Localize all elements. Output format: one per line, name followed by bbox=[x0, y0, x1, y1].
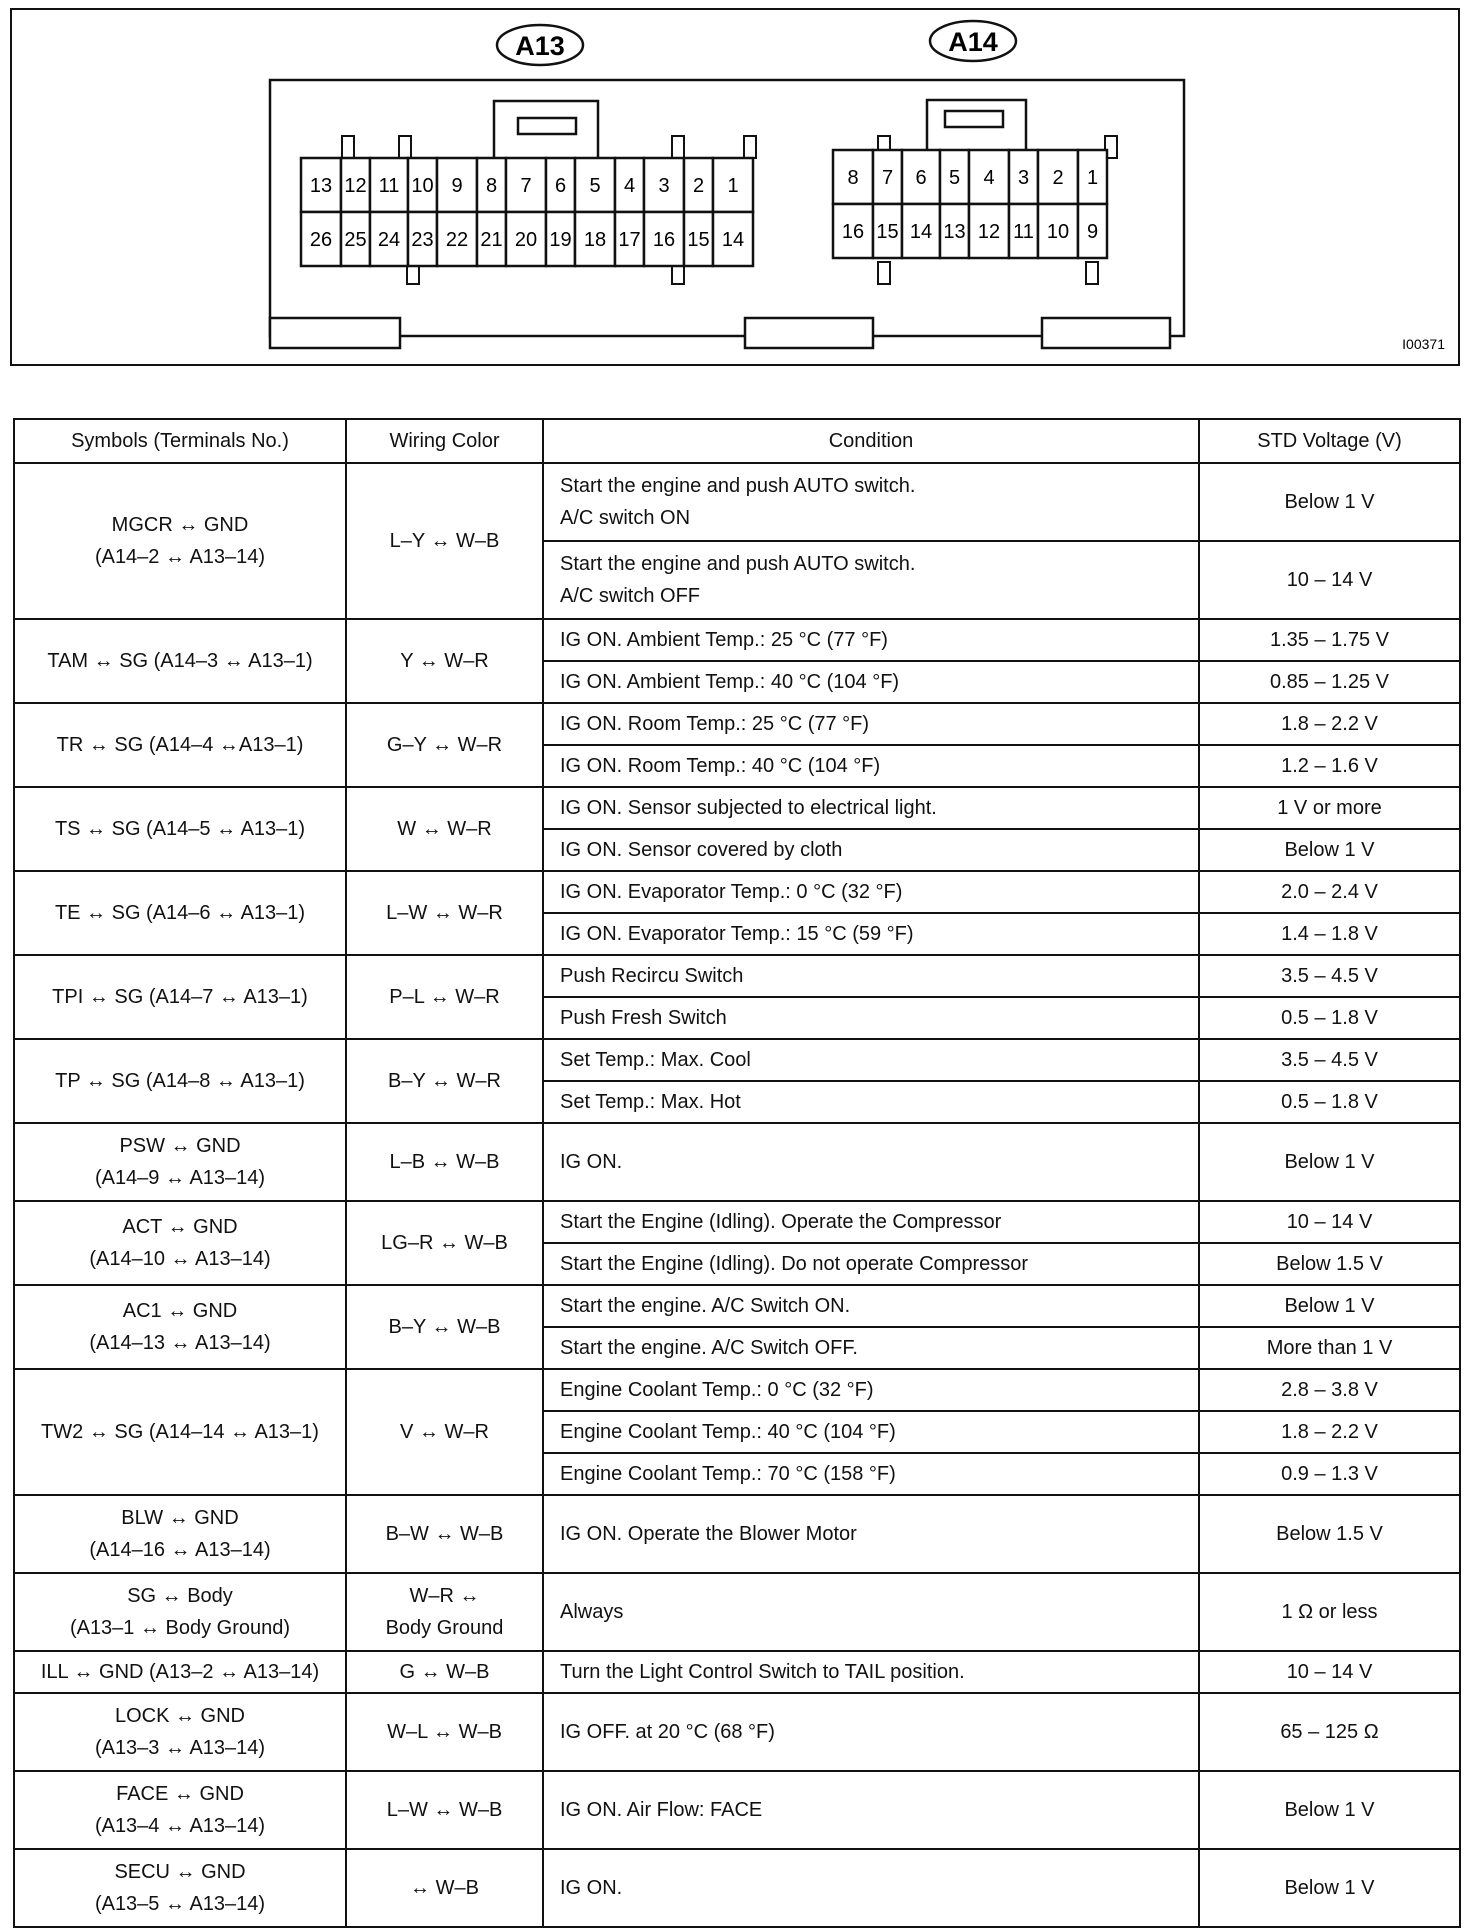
a14-key bbox=[878, 262, 890, 284]
cell-line: IG ON. bbox=[560, 1151, 623, 1173]
std-voltage-cell: Below 1 V bbox=[1199, 1771, 1460, 1849]
a14-pin-grid bbox=[833, 150, 1107, 258]
condition-cell bbox=[543, 829, 1199, 871]
cell-line: TW2 ↔ SG (A14–14 ↔ A13–1) bbox=[41, 1421, 319, 1443]
cell-line: Start the engine and push AUTO switch. bbox=[560, 553, 916, 575]
pin-number: 1 bbox=[1086, 167, 1099, 189]
cell-line: MGCR ↔ GND bbox=[111, 514, 249, 536]
housing-tab-left bbox=[270, 318, 400, 348]
pin-number: 21 bbox=[480, 229, 503, 251]
condition-cell bbox=[543, 997, 1199, 1039]
condition-cell bbox=[543, 661, 1199, 703]
cell-line: Set Temp.: Max. Cool bbox=[560, 1049, 751, 1071]
pin-number: 20 bbox=[514, 229, 538, 251]
cell-line: TR ↔ SG (A14–4 ↔A13–1) bbox=[56, 734, 304, 756]
cell-line: Start the Engine (Idling). Operate the Compressor bbox=[560, 1211, 1002, 1233]
pin-number: 15 bbox=[687, 229, 710, 251]
cell-line: V ↔ W–R bbox=[400, 1421, 489, 1443]
cell-line: Push Fresh Switch bbox=[560, 1007, 727, 1029]
wiring-color-cell bbox=[346, 619, 543, 703]
pin-number: 10 bbox=[411, 175, 434, 197]
pin-number: 25 bbox=[344, 229, 367, 251]
condition-cell bbox=[543, 703, 1199, 745]
cell-line: B–Y ↔ W–B bbox=[388, 1316, 501, 1338]
wiring-color-cell bbox=[346, 463, 543, 619]
condition-cell bbox=[543, 1081, 1199, 1123]
table-row bbox=[14, 1495, 1460, 1573]
table-body bbox=[14, 463, 1460, 1927]
table-row bbox=[14, 1771, 1460, 1849]
wiring-color-cell bbox=[346, 871, 543, 955]
pin-number: 11 bbox=[378, 175, 400, 197]
cell-line: A/C switch OFF bbox=[560, 585, 701, 607]
a14-label bbox=[930, 21, 1016, 61]
pin-number: 14 bbox=[909, 221, 933, 243]
cell-line: IG ON. Room Temp.: 40 °C (104 °F) bbox=[560, 755, 881, 777]
pin-number: 7 bbox=[520, 175, 532, 197]
cell-line: IG ON. Operate the Blower Motor bbox=[560, 1523, 857, 1545]
table-row bbox=[14, 1285, 1460, 1327]
condition-cell bbox=[543, 745, 1199, 787]
symbol-cell bbox=[14, 1285, 346, 1369]
symbol-cell bbox=[14, 619, 346, 703]
condition-cell bbox=[543, 463, 1199, 541]
cell-line: TS ↔ SG (A14–5 ↔ A13–1) bbox=[54, 818, 306, 840]
pin-number: 7 bbox=[881, 167, 894, 189]
condition-cell bbox=[543, 1243, 1199, 1285]
std-voltage-cell: Below 1 V bbox=[1199, 1123, 1460, 1201]
cell-line: IG ON. Ambient Temp.: 40 °C (104 °F) bbox=[560, 671, 900, 693]
cell-line: TPI ↔ SG (A14–7 ↔ A13–1) bbox=[52, 986, 308, 1008]
cell-line: ↔ W–B bbox=[410, 1877, 479, 1899]
std-voltage-cell: Below 1 V bbox=[1199, 829, 1460, 871]
cell-line: G ↔ W–B bbox=[399, 1661, 490, 1683]
condition-cell bbox=[543, 541, 1199, 619]
cell-line: Engine Coolant Temp.: 40 °C (104 °F) bbox=[560, 1421, 896, 1443]
cell-line: (A13–5 ↔ A13–14) bbox=[94, 1893, 266, 1915]
cell-line: SG ↔ Body bbox=[127, 1585, 233, 1607]
cell-line: Push Recircu Switch bbox=[560, 965, 744, 987]
std-voltage-cell: Below 1.5 V bbox=[1199, 1495, 1460, 1573]
cell-line: (A14–2 ↔ A13–14) bbox=[94, 546, 266, 568]
cell-line: ILL ↔ GND (A13–2 ↔ A13–14) bbox=[40, 1661, 320, 1683]
symbol-cell bbox=[14, 1693, 346, 1771]
housing-tab-right bbox=[1042, 318, 1170, 348]
std-voltage-cell: 3.5 – 4.5 V bbox=[1199, 955, 1460, 997]
cell-line: IG ON. bbox=[560, 1877, 623, 1899]
pin-number: 22 bbox=[445, 229, 469, 251]
symbol-cell bbox=[14, 1651, 346, 1693]
std-voltage-cell: 0.5 – 1.8 V bbox=[1199, 997, 1460, 1039]
std-voltage-cell: 1.2 – 1.6 V bbox=[1199, 745, 1460, 787]
pin-number: 5 bbox=[589, 175, 601, 197]
std-voltage-cell: 0.85 – 1.25 V bbox=[1199, 661, 1460, 703]
a14-lock bbox=[927, 100, 1026, 150]
a13-key bbox=[672, 136, 684, 158]
pin-number: 12 bbox=[977, 221, 1001, 243]
cell-line: (A14–9 ↔ A13–14) bbox=[94, 1167, 266, 1189]
wiring-color-cell bbox=[346, 1771, 543, 1849]
cell-line: Start the engine. A/C Switch ON. bbox=[560, 1295, 851, 1317]
cell-line: IG ON. Room Temp.: 25 °C (77 °F) bbox=[560, 713, 870, 735]
pin-number: 2 bbox=[692, 175, 705, 197]
cell-line: IG ON. Evaporator Temp.: 0 °C (32 °F) bbox=[560, 881, 903, 903]
pin-number: 9 bbox=[1086, 221, 1099, 243]
a13-key bbox=[342, 136, 354, 158]
std-voltage-cell: 65 – 125 Ω bbox=[1199, 1693, 1460, 1771]
condition-cell bbox=[543, 1495, 1199, 1573]
symbol-cell bbox=[14, 787, 346, 871]
wiring-color-cell bbox=[346, 1201, 543, 1285]
table-row bbox=[14, 871, 1460, 913]
condition-cell bbox=[543, 913, 1199, 955]
table-row bbox=[14, 619, 1460, 661]
wiring-color-cell bbox=[346, 955, 543, 1039]
symbol-cell bbox=[14, 1039, 346, 1123]
cell-line: IG ON. Air Flow: FACE bbox=[560, 1799, 763, 1821]
a13-label bbox=[497, 25, 583, 65]
std-voltage-cell: More than 1 V bbox=[1199, 1327, 1460, 1369]
pin-number: 18 bbox=[583, 229, 607, 251]
pin-number: 17 bbox=[618, 229, 641, 251]
pin-number: 8 bbox=[485, 175, 498, 197]
svg-text:A13: A13 bbox=[515, 31, 565, 61]
std-voltage-cell: 10 – 14 V bbox=[1199, 1201, 1460, 1243]
cell-line: Body Ground bbox=[385, 1617, 504, 1639]
pin-number: 23 bbox=[411, 229, 434, 251]
std-voltage-cell: 0.9 – 1.3 V bbox=[1199, 1453, 1460, 1495]
pin-number: 16 bbox=[841, 221, 865, 243]
cell-line: IG OFF. at 20 °C (68 °F) bbox=[560, 1721, 775, 1743]
pin-number: 4 bbox=[623, 175, 636, 197]
connector-diagram bbox=[10, 8, 1460, 366]
std-voltage-cell: Below 1 V bbox=[1199, 463, 1460, 541]
std-voltage-cell: Below 1 V bbox=[1199, 1849, 1460, 1927]
cell-line: B–W ↔ W–B bbox=[385, 1523, 504, 1545]
cell-line: L–B ↔ W–B bbox=[389, 1151, 500, 1173]
cell-line: G–Y ↔ W–R bbox=[386, 734, 503, 756]
condition-cell bbox=[543, 787, 1199, 829]
cell-line: L–W ↔ W–R bbox=[386, 902, 503, 924]
condition-cell bbox=[543, 1369, 1199, 1411]
cell-line: SECU ↔ GND bbox=[114, 1861, 246, 1883]
header-symbols: Symbols (Terminals No.) bbox=[14, 419, 346, 463]
cell-line: TE ↔ SG (A14–6 ↔ A13–1) bbox=[54, 902, 306, 924]
condition-cell bbox=[543, 1771, 1199, 1849]
a14-lock-slot bbox=[945, 111, 1003, 127]
pin-number: 19 bbox=[549, 229, 572, 251]
wiring-color-cell bbox=[346, 1495, 543, 1573]
pin-number: 16 bbox=[652, 229, 676, 251]
pin-number: 9 bbox=[451, 175, 463, 197]
wiring-color-cell bbox=[346, 1369, 543, 1495]
symbol-cell bbox=[14, 1849, 346, 1927]
std-voltage-cell: 2.8 – 3.8 V bbox=[1199, 1369, 1460, 1411]
pin-number: 11 bbox=[1013, 221, 1034, 243]
pin-number: 6 bbox=[554, 175, 567, 197]
table-row bbox=[14, 1201, 1460, 1243]
condition-cell bbox=[543, 1651, 1199, 1693]
a13-lock bbox=[494, 101, 598, 160]
pin-number: 6 bbox=[915, 167, 927, 189]
table-row bbox=[14, 1651, 1460, 1693]
condition-cell bbox=[543, 1201, 1199, 1243]
condition-cell bbox=[543, 1411, 1199, 1453]
terminal-spec-table bbox=[13, 418, 1461, 1928]
symbol-cell bbox=[14, 1771, 346, 1849]
condition-cell bbox=[543, 1123, 1199, 1201]
cell-line: FACE ↔ GND bbox=[116, 1783, 244, 1805]
cell-line: IG ON. Sensor covered by cloth bbox=[560, 839, 843, 861]
a13-key bbox=[744, 136, 756, 158]
std-voltage-cell: 1 Ω or less bbox=[1199, 1573, 1460, 1651]
pin-number: 5 bbox=[948, 167, 961, 189]
condition-cell bbox=[543, 619, 1199, 661]
table-row bbox=[14, 1693, 1460, 1771]
header-row bbox=[14, 419, 1460, 463]
cell-line: (A14–13 ↔ A13–14) bbox=[89, 1332, 271, 1354]
cell-line: (A13–1 ↔ Body Ground) bbox=[69, 1617, 291, 1639]
cell-line: LG–R ↔ W–B bbox=[381, 1232, 508, 1254]
symbol-cell bbox=[14, 871, 346, 955]
wiring-color-cell bbox=[346, 1849, 543, 1927]
table-row bbox=[14, 1369, 1460, 1411]
svg-text:A14: A14 bbox=[948, 27, 998, 57]
wiring-color-cell bbox=[346, 1285, 543, 1369]
symbol-cell bbox=[14, 1201, 346, 1285]
symbol-cell bbox=[14, 1369, 346, 1495]
cell-line: Engine Coolant Temp.: 70 °C (158 °F) bbox=[560, 1463, 896, 1485]
pin-number: 14 bbox=[721, 229, 745, 251]
cell-line: BLW ↔ GND bbox=[121, 1507, 239, 1529]
std-voltage-cell: 1.8 – 2.2 V bbox=[1199, 703, 1460, 745]
pin-number: 1 bbox=[727, 175, 739, 197]
cell-line: (A14–10 ↔ A13–14) bbox=[89, 1248, 271, 1270]
pin-number: 10 bbox=[1046, 221, 1070, 243]
header-std-voltage: STD Voltage (V) bbox=[1199, 419, 1460, 463]
pin-number: 15 bbox=[876, 221, 899, 243]
cell-line: PSW ↔ GND bbox=[119, 1135, 241, 1157]
cell-line: Y ↔ W–R bbox=[400, 650, 489, 672]
pin-number: 3 bbox=[1017, 167, 1030, 189]
std-voltage-cell: 3.5 – 4.5 V bbox=[1199, 1039, 1460, 1081]
header-condition: Condition bbox=[543, 419, 1199, 463]
condition-cell bbox=[543, 1573, 1199, 1651]
table-row bbox=[14, 1573, 1460, 1651]
table-row bbox=[14, 1039, 1460, 1081]
pin-number: 24 bbox=[377, 229, 401, 251]
cell-line: (A13–3 ↔ A13–14) bbox=[94, 1737, 266, 1759]
table-row bbox=[14, 1123, 1460, 1201]
figure-id: I00371 bbox=[1402, 336, 1445, 352]
symbol-cell bbox=[14, 463, 346, 619]
table-row bbox=[14, 463, 1460, 541]
cell-line: Set Temp.: Max. Hot bbox=[560, 1091, 741, 1113]
condition-cell bbox=[543, 1039, 1199, 1081]
condition-cell bbox=[543, 871, 1199, 913]
cell-line: AC1 ↔ GND bbox=[122, 1300, 238, 1322]
std-voltage-cell: 1 V or more bbox=[1199, 787, 1460, 829]
cell-line: W–L ↔ W–B bbox=[387, 1721, 502, 1743]
pin-number: 8 bbox=[847, 167, 859, 189]
cell-line: TP ↔ SG (A14–8 ↔ A13–1) bbox=[55, 1070, 305, 1092]
cell-line: A/C switch ON bbox=[560, 507, 691, 529]
a14-key bbox=[1086, 262, 1098, 284]
cell-line: ACT ↔ GND bbox=[122, 1216, 238, 1238]
pin-number: 4 bbox=[983, 167, 995, 189]
cell-line: L–Y ↔ W–B bbox=[389, 530, 500, 552]
std-voltage-cell: 2.0 – 2.4 V bbox=[1199, 871, 1460, 913]
std-voltage-cell: Below 1.5 V bbox=[1199, 1243, 1460, 1285]
a13-lock-slot bbox=[518, 118, 576, 134]
table-row bbox=[14, 1849, 1460, 1927]
cell-line: W–R ↔ bbox=[409, 1585, 480, 1607]
cell-line: TAM ↔ SG (A14–3 ↔ A13–1) bbox=[47, 650, 313, 672]
symbol-cell bbox=[14, 703, 346, 787]
symbol-cell bbox=[14, 1495, 346, 1573]
table-row bbox=[14, 703, 1460, 745]
symbol-cell bbox=[14, 955, 346, 1039]
table-row bbox=[14, 787, 1460, 829]
std-voltage-cell: 1.35 – 1.75 V bbox=[1199, 619, 1460, 661]
symbol-cell bbox=[14, 1123, 346, 1201]
std-voltage-cell: 0.5 – 1.8 V bbox=[1199, 1081, 1460, 1123]
cell-line: Start the Engine (Idling). Do not operate Compressor bbox=[560, 1253, 1029, 1275]
std-voltage-cell: Below 1 V bbox=[1199, 1285, 1460, 1327]
condition-cell bbox=[543, 1285, 1199, 1327]
std-voltage-cell: 1.4 – 1.8 V bbox=[1199, 913, 1460, 955]
cell-line: (A13–4 ↔ A13–14) bbox=[94, 1815, 266, 1837]
cell-line: (A14–16 ↔ A13–14) bbox=[89, 1539, 271, 1561]
table-row bbox=[14, 955, 1460, 997]
cell-line: P–L ↔ W–R bbox=[389, 986, 500, 1008]
a13-pin-grid bbox=[301, 158, 753, 266]
cell-line: L–W ↔ W–B bbox=[386, 1799, 503, 1821]
pin-number: 13 bbox=[309, 175, 333, 197]
cell-line: Always bbox=[560, 1601, 624, 1623]
wiring-color-cell bbox=[346, 1693, 543, 1771]
pin-number: 13 bbox=[943, 221, 966, 243]
condition-cell bbox=[543, 1849, 1199, 1927]
cell-line: B–Y ↔ W–R bbox=[388, 1070, 501, 1092]
wiring-color-cell bbox=[346, 1651, 543, 1693]
cell-line: IG ON. Evaporator Temp.: 15 °C (59 °F) bbox=[560, 923, 914, 945]
condition-cell bbox=[543, 1453, 1199, 1495]
wiring-color-cell bbox=[346, 1123, 543, 1201]
wiring-color-cell bbox=[346, 703, 543, 787]
pin-number: 2 bbox=[1052, 167, 1064, 189]
header-wiring-color: Wiring Color bbox=[346, 419, 543, 463]
cell-line: LOCK ↔ GND bbox=[114, 1705, 246, 1727]
cell-line: Turn the Light Control Switch to TAIL position. bbox=[560, 1661, 965, 1683]
wiring-color-cell bbox=[346, 1573, 543, 1651]
condition-cell bbox=[543, 955, 1199, 997]
pin-number: 26 bbox=[309, 229, 333, 251]
symbol-cell bbox=[14, 1573, 346, 1651]
a13-key bbox=[399, 136, 411, 158]
cell-line: Engine Coolant Temp.: 0 °C (32 °F) bbox=[560, 1379, 874, 1401]
cell-line: IG ON. Sensor subjected to electrical light. bbox=[560, 797, 937, 819]
condition-cell bbox=[543, 1693, 1199, 1771]
terminal-spec-table-wrap bbox=[13, 418, 1459, 1928]
pin-number: 3 bbox=[658, 175, 670, 197]
cell-line: W ↔ W–R bbox=[397, 818, 492, 840]
wiring-color-cell bbox=[346, 1039, 543, 1123]
pin-number: 12 bbox=[344, 175, 367, 197]
wiring-color-cell bbox=[346, 787, 543, 871]
std-voltage-cell: 10 – 14 V bbox=[1199, 541, 1460, 619]
housing-tab-middle bbox=[745, 318, 873, 348]
std-voltage-cell: 1.8 – 2.2 V bbox=[1199, 1411, 1460, 1453]
condition-cell bbox=[543, 1327, 1199, 1369]
std-voltage-cell: 10 – 14 V bbox=[1199, 1651, 1460, 1693]
cell-line: Start the engine and push AUTO switch. bbox=[560, 475, 916, 497]
cell-line: IG ON. Ambient Temp.: 25 °C (77 °F) bbox=[560, 629, 888, 651]
cell-line: Start the engine. A/C Switch OFF. bbox=[560, 1337, 858, 1359]
